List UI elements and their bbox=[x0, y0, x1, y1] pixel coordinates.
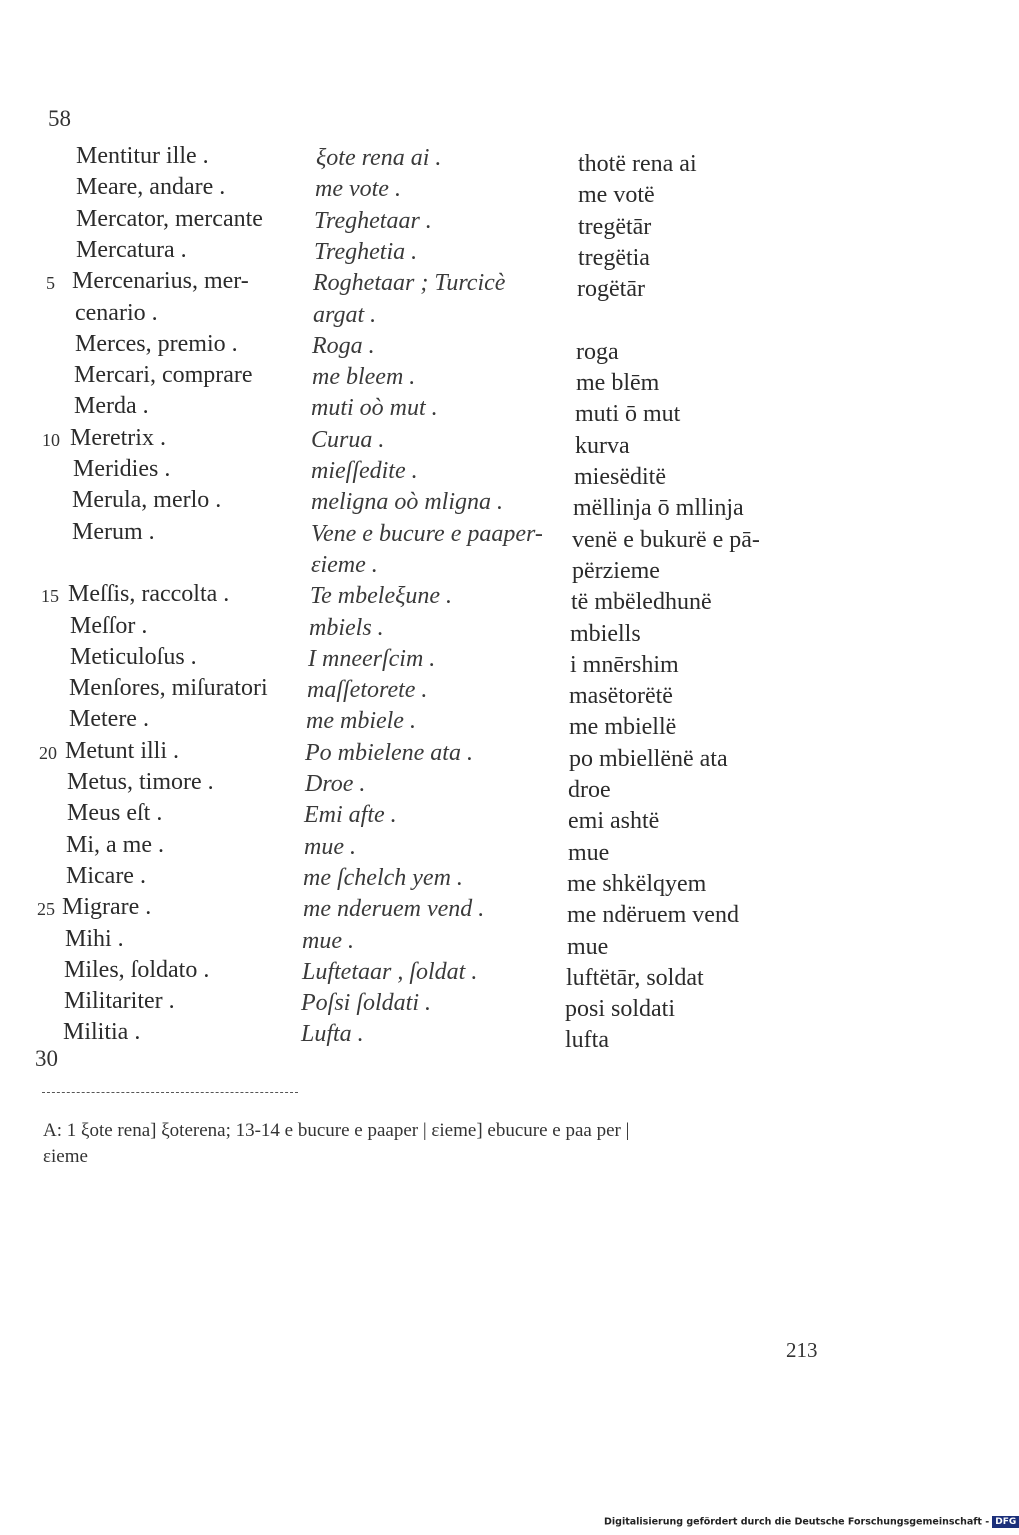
original-albanian: Treghetia . bbox=[314, 238, 418, 265]
latin-headword: Militariter . bbox=[64, 988, 175, 1015]
latin-headword: Meus eſt . bbox=[67, 800, 163, 827]
latin-headword: Metere . bbox=[69, 706, 149, 733]
original-albanian: Emi afte . bbox=[304, 802, 397, 829]
latin-headword: Meretrix . bbox=[70, 424, 166, 451]
modern-albanian: të mbëledhunë bbox=[571, 589, 712, 616]
modern-albanian: mbiells bbox=[570, 620, 641, 647]
modern-albanian: përzieme bbox=[572, 557, 660, 584]
modern-albanian: po mbiellënë ata bbox=[569, 745, 728, 772]
modern-albanian: venë e bukurë e pā- bbox=[572, 526, 760, 553]
dfg-text: Digitalisierung gefördert durch die Deutsche Forschungsgemeinschaft - bbox=[604, 1516, 990, 1528]
latin-headword: Merces, premio . bbox=[75, 330, 238, 357]
original-albanian: me nderuem vend . bbox=[303, 896, 485, 923]
original-albanian: me mbiele . bbox=[306, 708, 416, 735]
latin-headword: Meare, andare . bbox=[76, 174, 226, 201]
original-albanian: Luftetaar , ſoldat . bbox=[302, 958, 478, 985]
original-albanian: εieme . bbox=[311, 551, 378, 578]
line-number: 5 bbox=[46, 273, 55, 294]
latin-headword: Mercatura . bbox=[76, 236, 187, 263]
latin-headword: Meſſis, raccolta . bbox=[68, 581, 230, 608]
latin-headword: Menſores, miſuratori bbox=[69, 675, 268, 702]
modern-albanian: kurva bbox=[575, 432, 630, 459]
original-albanian: ξote rena ai . bbox=[316, 145, 442, 171]
critical-apparatus bbox=[43, 1118, 823, 1170]
apparatus-line: εieme bbox=[43, 1146, 88, 1167]
modern-albanian: miesëditë bbox=[574, 464, 666, 490]
modern-albanian: luftëtār, soldat bbox=[566, 964, 704, 991]
original-albanian: me bleem . bbox=[312, 364, 416, 391]
original-albanian: me ſchelch yem . bbox=[303, 864, 463, 891]
modern-albanian: mue bbox=[567, 933, 609, 960]
latin-headword: Miles, ſoldato . bbox=[64, 956, 210, 983]
latin-headword: Mentitur ille . bbox=[76, 143, 209, 169]
latin-headword: Mihi . bbox=[65, 925, 124, 952]
original-albanian: mieſſedite . bbox=[311, 458, 418, 484]
footnote-separator bbox=[42, 1092, 298, 1093]
modern-albanian: thotë rena ai bbox=[578, 151, 697, 177]
latin-headword: Mercari, comprare bbox=[74, 362, 253, 389]
modern-albanian: me blēm bbox=[576, 370, 660, 397]
latin-headword: Merula, merlo . bbox=[72, 487, 222, 514]
modern-albanian: rogëtār bbox=[577, 276, 645, 303]
original-albanian: Po mbielene ata . bbox=[305, 739, 473, 766]
original-albanian: Treghetaar . bbox=[314, 207, 432, 234]
modern-albanian: tregëtia bbox=[578, 244, 650, 271]
dfg-footer bbox=[604, 1516, 1019, 1528]
modern-albanian: me mbiellë bbox=[569, 714, 677, 741]
modern-albanian: posi soldati bbox=[565, 996, 676, 1023]
latin-headword: cenario . bbox=[75, 299, 158, 326]
modern-albanian: i mnērshim bbox=[570, 651, 679, 678]
latin-headword: Merum . bbox=[72, 518, 155, 545]
original-albanian: mue . bbox=[304, 833, 356, 860]
modern-albanian: droe bbox=[568, 777, 611, 803]
original-albanian: mue . bbox=[302, 927, 354, 954]
original-albanian: mbiels . bbox=[309, 614, 384, 641]
modern-albanian: roga bbox=[576, 338, 619, 365]
latin-headword: Migrare . bbox=[62, 894, 152, 921]
original-albanian: argat . bbox=[313, 301, 377, 328]
original-albanian: maſſetorete . bbox=[307, 677, 428, 704]
modern-albanian: me votë bbox=[578, 182, 655, 209]
modern-albanian: muti ō mut bbox=[575, 401, 681, 428]
line-number: 20 bbox=[39, 742, 57, 763]
original-albanian: Droe . bbox=[305, 771, 366, 797]
dfg-logo: DFG bbox=[992, 1516, 1019, 1528]
latin-headword: Metunt illi . bbox=[65, 737, 179, 764]
modern-albanian: lufta bbox=[565, 1027, 609, 1054]
latin-headword: Meridies . bbox=[73, 456, 171, 482]
column-page-number: 58 bbox=[48, 106, 71, 131]
modern-albanian: mue bbox=[568, 839, 610, 866]
latin-headword: Militia . bbox=[63, 1019, 141, 1046]
modern-albanian: masëtorëtë bbox=[569, 683, 673, 710]
latin-headword: Meticuloſus . bbox=[70, 643, 197, 670]
original-albanian: me vote . bbox=[315, 176, 401, 203]
latin-headword: Mi, a me . bbox=[66, 831, 164, 858]
latin-headword: Micare . bbox=[66, 862, 146, 889]
latin-headword: Metus, timore . bbox=[67, 769, 214, 795]
modern-albanian: mëllinja ō mllinja bbox=[573, 495, 744, 522]
original-albanian: muti oò mut . bbox=[311, 395, 438, 422]
original-albanian: I mneerſcim . bbox=[308, 645, 436, 672]
original-albanian: Roga . bbox=[312, 332, 375, 359]
original-albanian: Vene e bucure e paaper- bbox=[311, 520, 543, 547]
original-albanian: meligna oò mligna . bbox=[311, 489, 503, 516]
latin-headword: Mercator, mercante bbox=[76, 205, 263, 232]
original-albanian: Roghetaar ; Turcicè bbox=[313, 270, 506, 297]
line-number: 10 bbox=[42, 429, 60, 450]
line-number: 25 bbox=[37, 899, 55, 920]
latin-headword: Mercenarius, mer- bbox=[72, 268, 249, 295]
modern-albanian: me ndëruem vend bbox=[567, 902, 739, 929]
latin-headword: Meſſor . bbox=[70, 612, 148, 639]
line-number-30: 30 bbox=[35, 1046, 58, 1071]
original-albanian: Te mbeleξune . bbox=[310, 583, 453, 610]
latin-headword: Merda . bbox=[74, 393, 149, 420]
modern-albanian: me shkëlqyem bbox=[567, 870, 707, 897]
original-albanian: Curua . bbox=[311, 426, 385, 453]
apparatus-line: A: 1 ξote rena] ξoterena; 13-14 e bucure e paaper | εieme] ebucure e paa per | bbox=[43, 1120, 630, 1141]
modern-albanian: tregëtār bbox=[578, 213, 652, 240]
original-albanian: Lufta . bbox=[301, 1021, 364, 1048]
line-number: 15 bbox=[41, 586, 59, 607]
folio-number: 213 bbox=[786, 1338, 818, 1362]
modern-albanian: emi ashtë bbox=[568, 808, 660, 835]
original-albanian: Poſsi ſoldati . bbox=[301, 990, 432, 1017]
